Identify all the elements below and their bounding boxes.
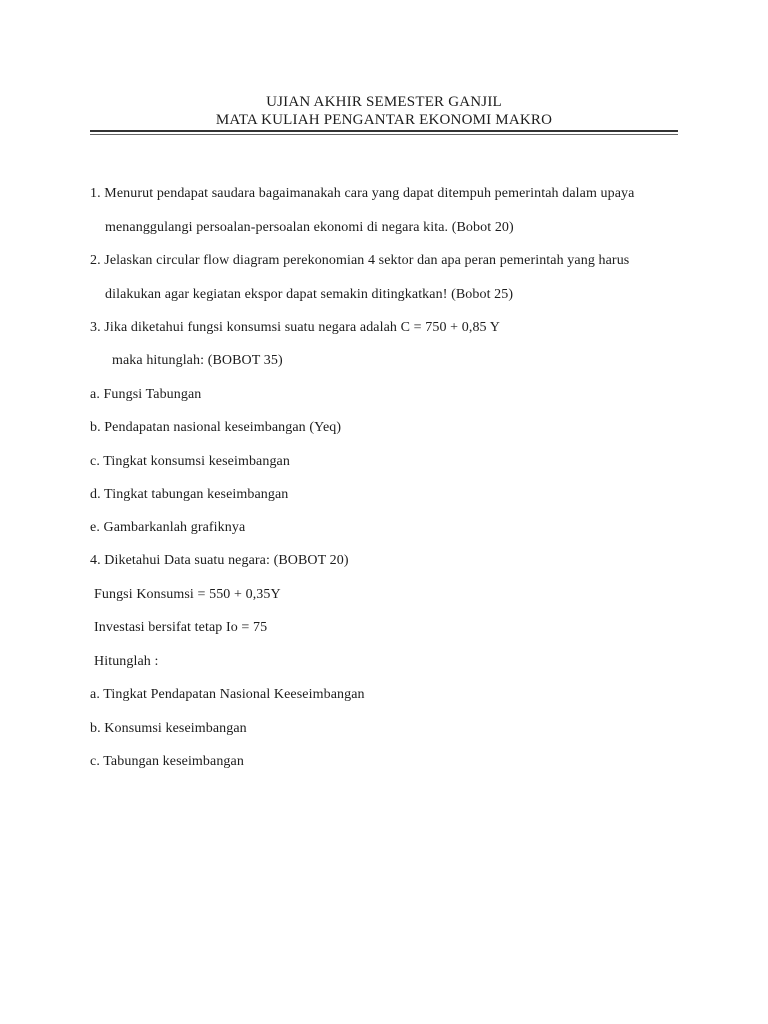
exam-header <box>0 94 768 129</box>
question-4-consumption-function: Fungsi Konsumsi = 550 + 0,35Y <box>94 587 281 602</box>
question-2-line-1: 2. Jelaskan circular flow diagram perekonomian 4 sektor dan apa peran pemerintah yang harus <box>90 253 630 268</box>
question-4-item-b: b. Konsumsi keseimbangan <box>90 721 247 736</box>
question-3-item-d: d. Tingkat tabungan keseimbangan <box>90 487 289 502</box>
question-1-line-2: menanggulangi persoalan-persoalan ekonomi di negara kita. (Bobot 20) <box>105 220 514 235</box>
question-4-calculate: Hitunglah : <box>94 654 159 669</box>
question-4-investment: Investasi bersifat tetap Io = 75 <box>94 620 268 635</box>
course-title: MATA KULIAH PENGANTAR EKONOMI MAKRO <box>215 112 553 128</box>
question-2-line-2: dilakukan agar kegiatan ekspor dapat semakin ditingkatkan! (Bobot 25) <box>105 287 514 302</box>
question-4-item-c: c. Tabungan keseimbangan <box>90 754 244 769</box>
question-3-item-c: c. Tingkat konsumsi keseimbangan <box>90 454 290 469</box>
exam-title: UJIAN AKHIR SEMESTER GANJIL <box>266 94 502 110</box>
header-rule-thin <box>90 134 678 135</box>
question-3-line-2: maka hitunglah: (BOBOT 35) <box>112 353 283 368</box>
question-4-item-a: a. Tingkat Pendapatan Nasional Keeseimbangan <box>90 687 365 702</box>
question-3-item-a: a. Fungsi Tabungan <box>90 387 202 402</box>
question-4-line-1: 4. Diketahui Data suatu negara: (BOBOT 20) <box>90 553 349 568</box>
question-3-item-e: e. Gambarkanlah grafiknya <box>90 520 246 535</box>
header-rule-thick <box>90 130 678 132</box>
question-3-item-b: b. Pendapatan nasional keseimbangan (Yeq) <box>90 420 342 435</box>
question-1-line-1: 1. Menurut pendapat saudara bagaimanakah cara yang dapat ditempuh pemerintah dalam upaya <box>90 186 635 201</box>
question-3-line-1: 3. Jika diketahui fungsi konsumsi suatu negara adalah C = 750 + 0,85 Y <box>90 320 500 335</box>
